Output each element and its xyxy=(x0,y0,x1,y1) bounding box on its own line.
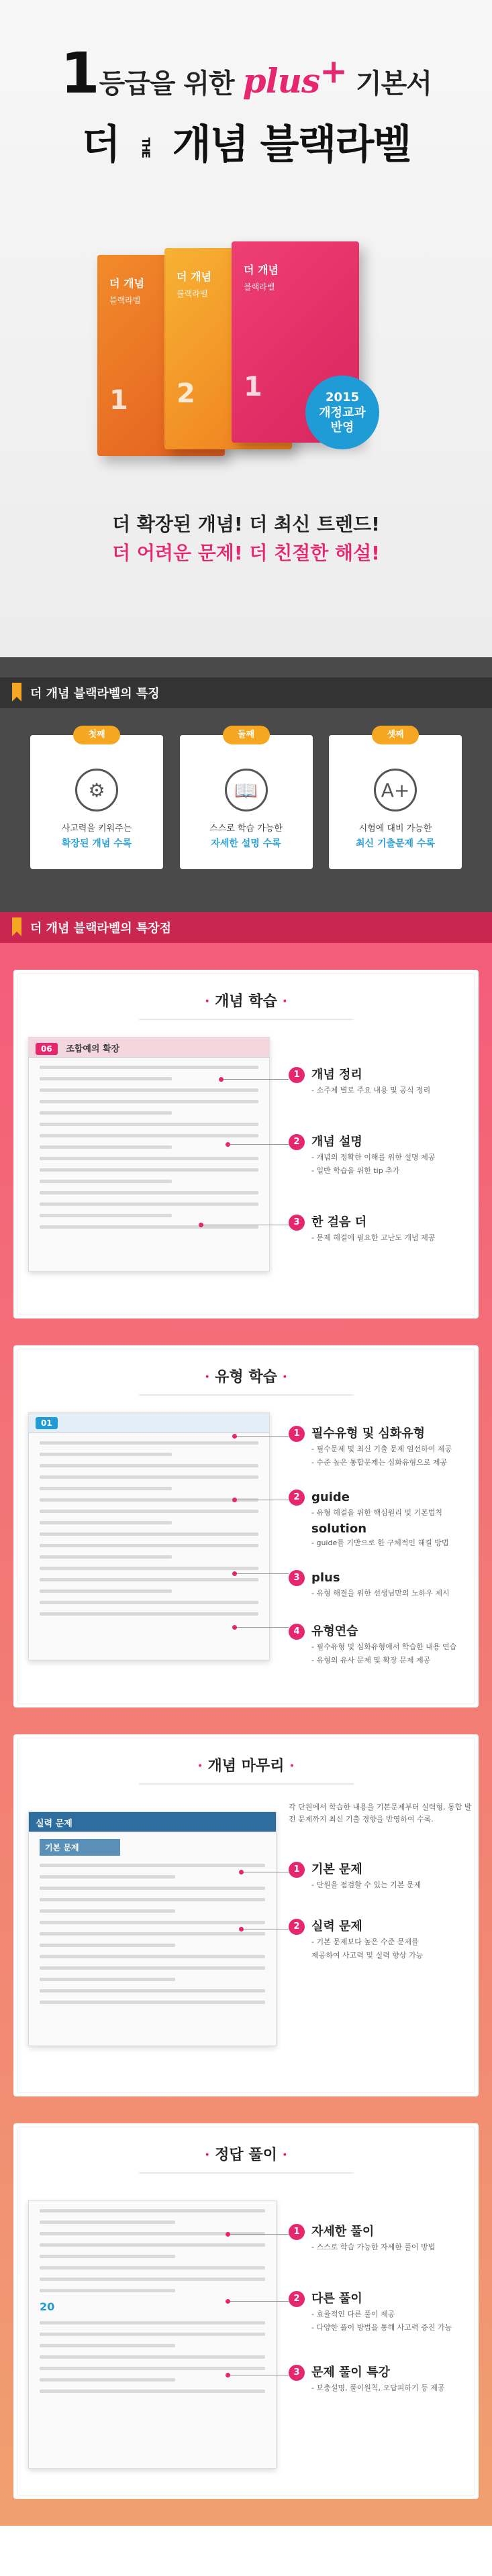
callout-heading: 개념 정리 xyxy=(311,1068,362,1082)
feature-line2: 자세한 설명 수록 xyxy=(211,838,281,849)
features-label xyxy=(0,677,492,708)
callout xyxy=(289,2224,463,2253)
callout-desc: - 일반 학습을 위한 tip 추가 xyxy=(311,1166,400,1175)
callout xyxy=(289,2291,463,2333)
callout-heading-2: solution xyxy=(311,1521,367,1536)
bookmark-icon xyxy=(12,683,21,702)
finish-intro: 각 단원에서 학습한 내용을 기본문제부터 실력형, 통합 발전 문제까지 최신 기출 경향을 반영하여 수록. xyxy=(289,1803,472,1824)
feature-item xyxy=(30,730,163,869)
feature-line1: 시험에 대비 가능한 xyxy=(358,824,432,834)
callout-number: 2 xyxy=(289,1490,305,1506)
callout-desc: 제공하여 사고력 및 실력 향상 가능 xyxy=(311,1950,424,1960)
hero-line1-b: 기본서 xyxy=(355,68,432,99)
callout xyxy=(289,1067,463,1097)
hero-line1-a: 등급을 위한 xyxy=(99,68,234,99)
callout-heading: 자세한 풀이 xyxy=(311,2225,375,2239)
card-divider xyxy=(139,2172,354,2174)
hero-copy xyxy=(0,510,492,568)
callout-heading: 다른 풀이 xyxy=(311,2292,362,2306)
strength-card-concept xyxy=(13,970,479,1319)
hero-title xyxy=(0,113,492,170)
callout-desc: - 보충설명, 풀이원칙, 오답피하기 등 제공 xyxy=(311,2384,445,2392)
mock-header-num: 01 xyxy=(36,1417,58,1429)
hero-section xyxy=(0,0,492,657)
book-subtitle: 블랙라벨 xyxy=(109,296,141,305)
hero-title-a: 더 xyxy=(81,121,119,168)
callout-desc: - 기본 문제보다 높은 수준 문제를 xyxy=(311,1938,419,1946)
book-subtitle: 블랙라벨 xyxy=(177,289,208,298)
badge-year: 2015 xyxy=(325,390,360,404)
callout-number: 4 xyxy=(289,1624,305,1640)
hero-big-one: 1 xyxy=(60,40,99,106)
feature-tag: 첫째 xyxy=(73,726,120,744)
callout-desc: - 수준 높은 통합문제는 심화유형으로 제공 xyxy=(311,1457,448,1467)
badge-line3: 반영 xyxy=(330,421,354,435)
hero-copy-line1: 더 확장된 개념! 더 최신 트렌드! xyxy=(112,513,380,535)
callout-desc: - 문제 해결에 필요한 고난도 개념 제공 xyxy=(311,1233,436,1242)
card-divider xyxy=(139,1394,354,1396)
concept-page-mock xyxy=(28,1037,270,1272)
mock-answer-number: 20 xyxy=(40,2300,55,2313)
card-title: · 유형 학습 · xyxy=(204,1368,288,1386)
card-title-text: 정답 풀이 xyxy=(215,2146,277,2164)
card-divider xyxy=(139,1019,354,1020)
feature-line1: 사고력을 키워주는 xyxy=(61,824,132,834)
features-section xyxy=(0,657,492,912)
card-title-text: 개념 학습 xyxy=(215,993,277,1010)
card-title: · 개념 마무리 · xyxy=(197,1757,295,1775)
callout-desc: - 유형 해결을 위한 핵심원리 및 기본법칙 xyxy=(311,1508,442,1517)
callout-number: 3 xyxy=(289,1570,305,1586)
strengths-section xyxy=(0,912,492,2526)
features-label-text: 더 개념 블랙라벨의 특징 xyxy=(30,687,160,701)
callout-desc: - guide를 기반으로 한 구체적인 해결 방법 xyxy=(311,1538,449,1547)
strength-card-answers xyxy=(13,2123,479,2499)
callout-heading: 기본 문제 xyxy=(311,1862,362,1877)
callout-desc: - 효율적인 다른 풀이 제공 xyxy=(311,2310,395,2318)
feature-line1: 스스로 학습 가능한 xyxy=(209,824,283,834)
feature-item xyxy=(329,730,462,869)
callout xyxy=(289,1134,463,1176)
feature-line2: 확장된 개념 수록 xyxy=(61,838,132,849)
book-title: 더 개념 xyxy=(244,264,279,276)
strength-card-practice xyxy=(13,1345,479,1707)
practice-page-mock xyxy=(28,1412,270,1661)
a-plus-icon: A+ xyxy=(374,769,417,811)
callout-number: 1 xyxy=(289,1862,305,1878)
leader-line xyxy=(235,1573,289,1574)
callout-desc: - 개념의 정확한 이해를 위한 설명 제공 xyxy=(311,1153,436,1162)
mock-header-title: 실력 문제 xyxy=(36,1819,72,1829)
hero-title-b: 개념 블랙라벨 xyxy=(172,121,411,168)
callout-heading: 개념 설명 xyxy=(311,1135,362,1149)
callout-number: 3 xyxy=(289,1215,305,1231)
callout-number: 2 xyxy=(289,1919,305,1935)
leader-line xyxy=(235,1627,289,1628)
feature-tag: 둘째 xyxy=(223,726,270,744)
callout xyxy=(289,1426,463,1468)
book-number: 1 xyxy=(244,372,262,402)
leader-line xyxy=(222,1079,289,1080)
callout xyxy=(289,1862,463,1891)
callout xyxy=(289,1490,463,1549)
callout-number: 1 xyxy=(289,1067,305,1083)
callout xyxy=(289,1919,463,1961)
book-subtitle: 블랙라벨 xyxy=(244,282,275,292)
callout-desc: - 다양한 풀이 방법을 통해 사고력 증진 가능 xyxy=(311,2322,452,2332)
mock-header-num: 06 xyxy=(36,1043,58,1055)
hero-plus-word: plus xyxy=(242,61,320,101)
mock-header xyxy=(29,1038,269,1058)
leader-line xyxy=(228,2234,289,2235)
card-title-text: 개념 마무리 xyxy=(207,1757,285,1775)
leader-line xyxy=(235,1436,289,1437)
bookmark-icon xyxy=(12,917,21,936)
callout xyxy=(289,1570,463,1600)
callout-number: 3 xyxy=(289,2365,305,2381)
strengths-label xyxy=(0,912,492,943)
strength-card-finish xyxy=(13,1734,479,2096)
card-title: · 정답 풀이 · xyxy=(204,2146,288,2164)
card-title: · 개념 학습 · xyxy=(204,993,288,1010)
curriculum-badge xyxy=(305,376,379,449)
callout-number: 1 xyxy=(289,2224,305,2240)
callout-desc: - 소주제 별로 주요 내용 및 공식 정리 xyxy=(311,1086,431,1095)
gear-head-icon: ⚙ xyxy=(75,769,118,811)
mock-header xyxy=(29,1812,276,1832)
feature-item xyxy=(180,730,313,869)
callout-heading: plus xyxy=(311,1571,340,1585)
callout-number: 2 xyxy=(289,2291,305,2307)
callout-heading: guide xyxy=(311,1490,350,1504)
feature-list xyxy=(0,708,492,869)
mock-header xyxy=(29,1413,269,1433)
leader-line xyxy=(228,1144,289,1145)
callout-heading: 필수유형 및 심화유형 xyxy=(311,1426,426,1441)
callout-desc: - 유형의 유사 문제 및 확장 문제 제공 xyxy=(311,1655,431,1665)
callout-heading: 실력 문제 xyxy=(311,1919,362,1934)
callout-heading: 한 걸음 더 xyxy=(311,1215,367,1229)
strengths-label-text: 더 개념 블랙라벨의 특장점 xyxy=(30,921,172,936)
card-title-text: 유형 학습 xyxy=(215,1368,277,1386)
card-divider xyxy=(139,1783,354,1785)
badge-line2: 개정교과 xyxy=(319,405,366,420)
hero-title-the: THE xyxy=(139,137,152,158)
callout xyxy=(289,1215,463,1244)
mock-header-title: 조합예의 확장 xyxy=(66,1044,120,1054)
book-title: 더 개념 xyxy=(109,277,144,290)
book-number: 2 xyxy=(177,378,195,409)
book-title: 더 개념 xyxy=(177,270,211,283)
callout-heading: 유형연습 xyxy=(311,1624,358,1638)
callout-desc: - 필수유형 및 심화유형에서 학습한 내용 연습 xyxy=(311,1642,457,1651)
callout-heading: 문제 풀이 특강 xyxy=(311,2365,390,2379)
feature-line2: 최신 기출문제 수록 xyxy=(356,838,435,849)
callout xyxy=(289,1624,463,1666)
leader-line xyxy=(228,2301,289,2302)
hero-plus-sup: + xyxy=(319,51,348,91)
callout-desc: - 필수문제 및 최신 기출 문제 엄선하여 제공 xyxy=(311,1445,452,1453)
callout-desc: - 스스로 학습 가능한 자세한 풀이 방법 xyxy=(311,2243,436,2251)
hero-tagline xyxy=(0,40,492,106)
book-number: 1 xyxy=(109,385,128,416)
mock-subheader: 기본 문제 xyxy=(40,1839,120,1856)
feature-tag: 셋째 xyxy=(372,726,419,744)
hero-copy-line2: 더 어려운 문제! 더 친절한 해설! xyxy=(112,542,380,565)
book-icon: 📖 xyxy=(225,769,268,811)
answer-page-mock xyxy=(28,2200,277,2469)
callout xyxy=(289,2365,463,2394)
callout-desc: - 단원을 점검할 수 있는 기본 문제 xyxy=(311,1881,422,1889)
callout-number: 1 xyxy=(289,1426,305,1442)
callout-desc: - 유형 해결을 위한 선생님만의 노하우 제시 xyxy=(311,1589,450,1598)
callout-number: 2 xyxy=(289,1134,305,1150)
